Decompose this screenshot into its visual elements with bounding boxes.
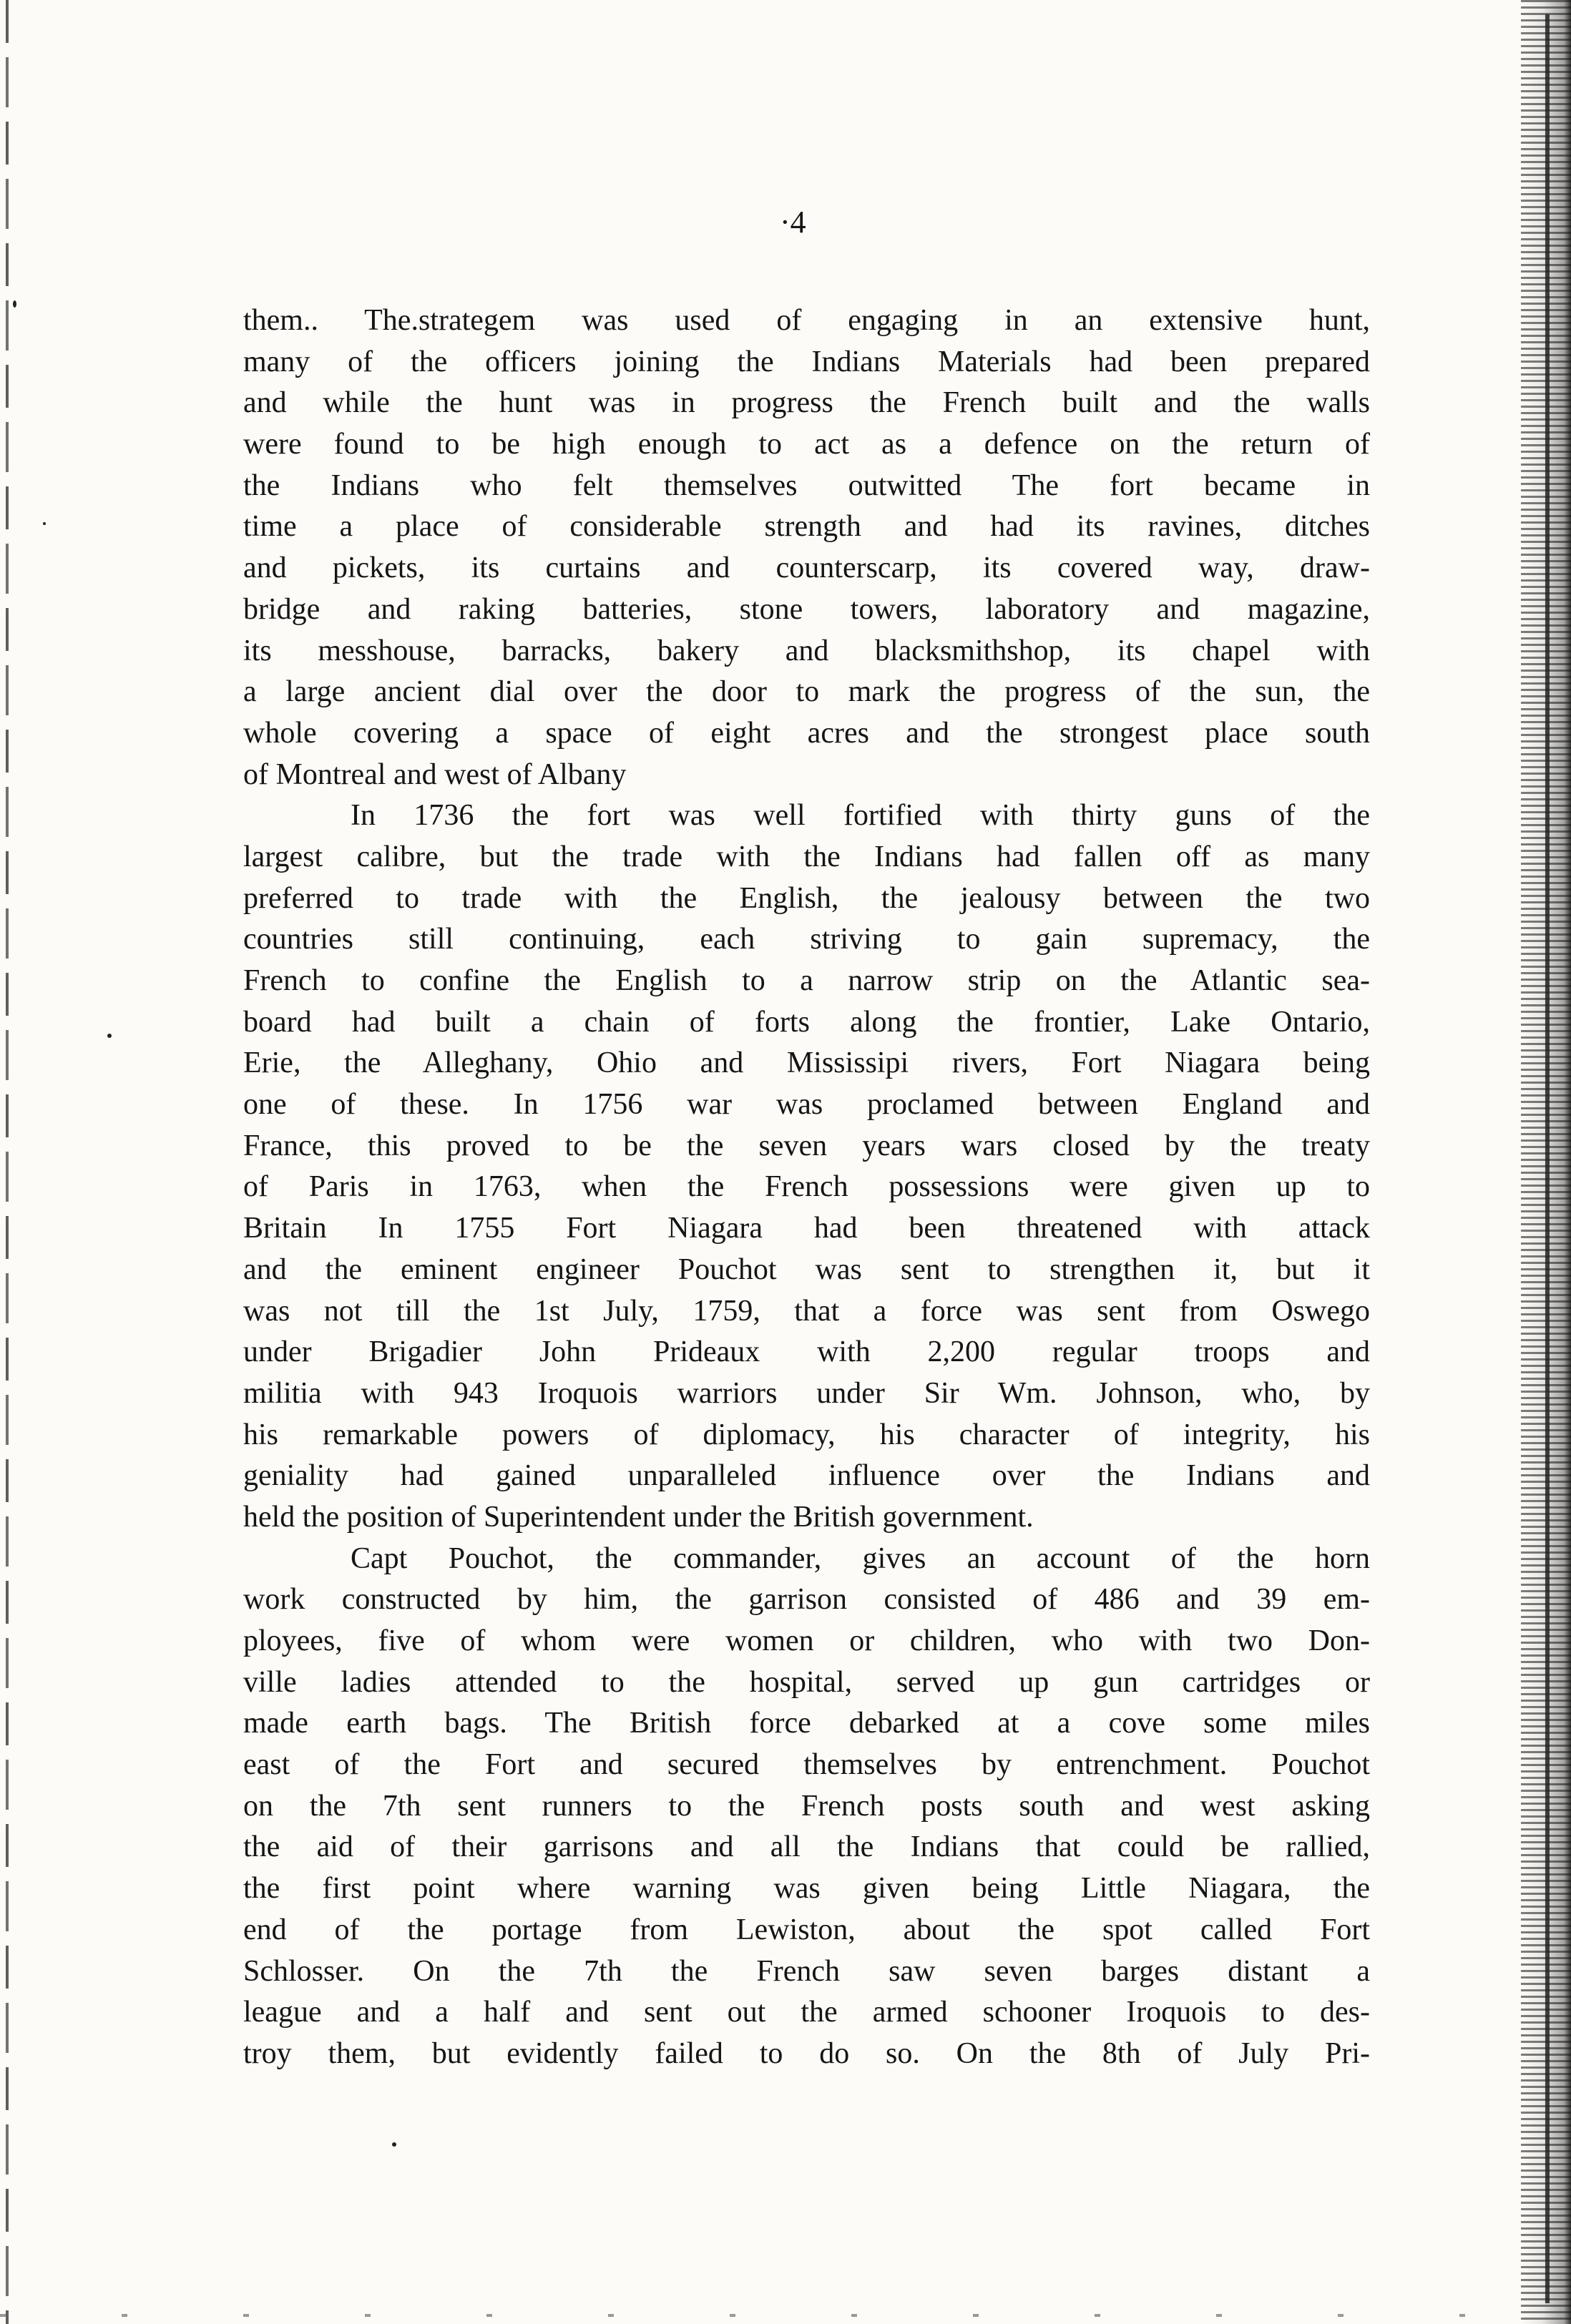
text-line: of Paris in 1763, when the French possessions were given up to [243,1170,1370,1204]
text-line: France, this proved to be the seven years wars closed by the treaty [243,1129,1370,1162]
text-line: made earth bags. The British force debarked at a cove some miles [243,1707,1370,1740]
text-line: and pickets, its curtains and counterscarp, its covered way, draw- [243,551,1370,585]
text-line: the Indians who felt themselves outwitted The fort became in [243,469,1370,502]
text-line: Schlosser. On the 7th the French saw seven barges distant a [243,1954,1370,1988]
text-line: league and a half and sent out the armed schooner Iroquois to des- [243,1996,1370,2029]
text-line: countries still continuing, each striving to gain supremacy, the [243,923,1370,956]
text-line: were found to be high enough to act as a defence on the return of [243,428,1370,461]
text-line: time a place of considerable strength and had its ravines, ditches [243,510,1370,544]
scan-speck [43,522,46,525]
body-text [243,300,1370,2075]
text-line: was not till the 1st July, 1759, that a force was sent from Oswego [243,1294,1370,1328]
scan-speck [392,2142,396,2147]
text-line: and the eminent engineer Pouchot was sent to strengthen it, but it [243,1252,1370,1286]
text-line: many of the officers joining the Indians Materials had been prepared [243,345,1370,378]
text-line: Capt Pouchot, the commander, gives an account of the horn [351,1541,1370,1575]
text-line: ville ladies attended to the hospital, served up gun cartridges or [243,1665,1370,1699]
text-line: geniality had gained unparalleled influence over the Indians and [243,1459,1370,1493]
text-line: In 1736 the fort was well fortified with thirty guns of the [351,799,1370,833]
text-line: largest calibre, but the trade with the Indians had fallen off as many [243,840,1370,873]
bottom-scan-edge [0,2314,1502,2317]
scan-speck [107,1034,112,1038]
text-line: Erie, the Alleghany, Ohio and Mississipi rivers, Fort Niagara being [243,1046,1370,1080]
scan-speck [13,300,16,308]
binding-line [1545,14,1550,2303]
text-line: east of the Fort and secured themselves by entrenchment. Pouchot [243,1748,1370,1782]
text-line: his remarkable powers of diplomacy, his character of integrity, his [243,1418,1370,1451]
text-line: and while the hunt was in progress the French built and the walls [243,386,1370,420]
text-line: the first point where warning was given being Little Niagara, the [243,1872,1370,1906]
text-line: held the position of Superintendent under the British government. [243,1500,1034,1534]
text-line: the aid of their garrisons and all the Indians that could be rallied, [243,1830,1370,1864]
text-line: them.. The.strategem was used of engaging in an extensive hunt, [243,304,1370,337]
text-line: work constructed by him, the garrison consisted of 486 and 39 em- [243,1583,1370,1617]
text-line: board had built a chain of forts along the frontier, Lake Ontario, [243,1005,1370,1039]
text-line: on the 7th sent runners to the French posts south and west asking [243,1789,1370,1823]
page-number: ·4 [780,205,806,240]
left-scan-edge [6,0,9,2324]
text-line: bridge and raking batteries, stone towers, laboratory and magazine, [243,592,1370,626]
text-line: militia with 943 Iroquois warriors under Sir Wm. Johnson, who, by [243,1376,1370,1410]
text-line: one of these. In 1756 war was proclamed between England and [243,1088,1370,1122]
text-line: ployees, five of whom were women or children, who with two Don- [243,1624,1370,1657]
text-line: end of the portage from Lewiston, about the spot called Fort [243,1913,1370,1946]
text-line: its messhouse, barracks, bakery and blacksmithshop, its chapel with [243,634,1370,667]
text-line: Britain In 1755 Fort Niagara had been threatened with attack [243,1212,1370,1245]
text-line: whole covering a space of eight acres and the strongest place south [243,716,1370,750]
text-line: a large ancient dial over the door to mark the progress of the sun, the [243,675,1370,709]
text-line: troy them, but evidently failed to do so. On the 8th of July Pri- [243,2036,1370,2070]
text-line: French to confine the English to a narrow strip on the Atlantic sea- [243,964,1370,997]
text-line: under Brigadier John Prideaux with 2,200 regular troops and [243,1335,1370,1369]
text-line: preferred to trade with the English, the jealousy between the two [243,881,1370,915]
text-line: of Montreal and west of Albany [243,757,627,791]
